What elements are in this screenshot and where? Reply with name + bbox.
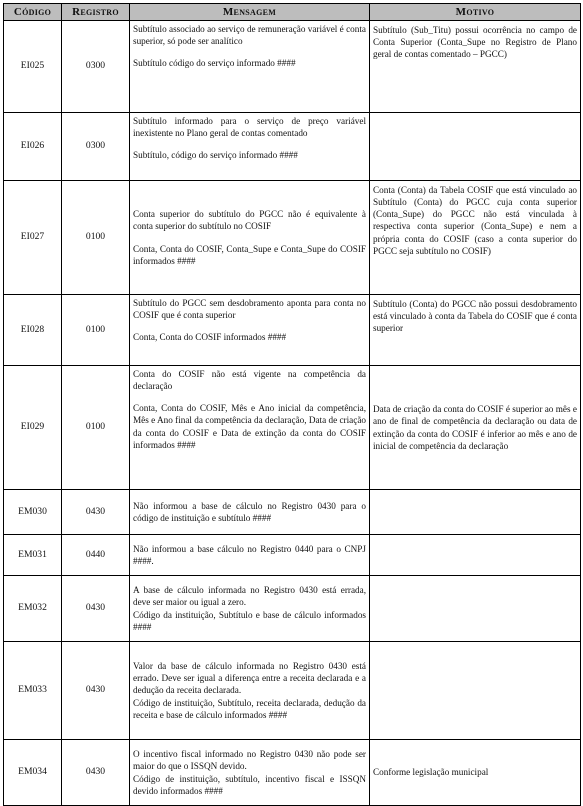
- cell-codigo: EM033: [4, 642, 62, 740]
- message-detail: Conta, Conta do COSIF, Mês e Ano inicial da competência, Mês e Ano final da competência da declaração, Data de criação da conta do COSIF e Data de extinção da conta do COSIF informados ####: [133, 403, 366, 450]
- cell-codigo: EM030: [4, 490, 62, 535]
- cell-mensagem: [130, 740, 370, 806]
- cell-motivo: Subtítulo (Conta) do PGCC não possui desdobramento está vinculado à conta da Tabela do COSIF que é conta superior: [370, 295, 581, 366]
- cell-mensagem: [130, 490, 370, 535]
- cell-registro: 0100: [62, 366, 130, 490]
- cell-codigo: EI026: [4, 113, 62, 181]
- cell-registro: 0300: [62, 21, 130, 113]
- message-text: Subtítulo associado ao serviço de remuneração variável é conta superior, só pode ser analítico: [133, 24, 366, 47]
- cell-codigo: EM034: [4, 740, 62, 806]
- cell-mensagem: [130, 295, 370, 366]
- message-detail: Subtítulo código do serviço informado ####: [133, 58, 296, 69]
- message-detail: Código da instituição, Subtítulo e base de cálculo informados ####: [133, 609, 366, 632]
- cell-registro: 0430: [62, 642, 130, 740]
- header-codigo: Código: [4, 4, 62, 21]
- error-codes-table: [3, 3, 581, 806]
- message-detail: Conta, Conta do COSIF, Conta_Supe e Conta_Supe do COSIF informados ####: [133, 243, 366, 266]
- cell-motivo: [370, 490, 581, 535]
- message-text: Não informou a base cálculo no Registro 0440 para o CNPJ ####.: [133, 543, 366, 566]
- table-row: [4, 535, 581, 576]
- cell-registro: 0430: [62, 576, 130, 642]
- cell-codigo: EM031: [4, 535, 62, 576]
- cell-mensagem: [130, 642, 370, 740]
- cell-registro: 0430: [62, 740, 130, 806]
- table-row: [4, 295, 581, 366]
- message-detail: Código de instituição, Subtítulo, receita declarada, dedução da receita e base de cálculo informados ####: [133, 697, 366, 720]
- message-text: Não informou a base de cálculo no Registro 0430 para o código de instituição e subtítulo ####: [133, 500, 366, 523]
- message-text: O incentivo fiscal informado no Registro 0430 não pode ser maior do que o ISSQN devido.: [133, 749, 366, 772]
- table-row: [4, 21, 581, 113]
- cell-mensagem: [130, 21, 370, 113]
- cell-motivo: [370, 113, 581, 181]
- cell-mensagem: [130, 535, 370, 576]
- message-text: Valor da base de cálculo informada no Registro 0430 está errado. Deve ser igual a diferença entre a receita declarada e a dedução da receita declarada.: [133, 661, 366, 696]
- cell-motivo: Data de criação da conta do COSIF é superior ao mês e ano de final de competência da declaração ou data de extinção da conta do COSIF é inferior ao mês e ano de inicial de competência da declaração: [370, 366, 581, 490]
- table-row: [4, 181, 581, 295]
- cell-codigo: EI025: [4, 21, 62, 113]
- cell-mensagem: [130, 181, 370, 295]
- cell-motivo: [370, 576, 581, 642]
- table-row: [4, 113, 581, 181]
- table-row: [4, 490, 581, 535]
- message-text: Conta superior do subtítulo do PGCC não é equivalente à conta superior do subtítulo no COSIF: [133, 209, 366, 232]
- table-row: [4, 642, 581, 740]
- cell-codigo: EI029: [4, 366, 62, 490]
- cell-mensagem: [130, 576, 370, 642]
- cell-motivo: Conta (Conta) da Tabela COSIF que está vinculado ao Subtítulo (Conta) do PGCC cuja conta superior (Conta_Supe) do PGCC não está vinculada à respectiva conta superior (Conta_Supe) e nem a própria conta do COSIF (caso a conta superior do PGCC seja subtítulo no COSIF): [370, 181, 581, 295]
- header-registro: Registro: [62, 4, 130, 21]
- message-detail: Subtítulo, código do serviço informado ####: [133, 150, 298, 161]
- table-header-row: [4, 4, 581, 21]
- message-detail: Conta, Conta do COSIF informados ####: [133, 332, 287, 343]
- cell-registro: 0430: [62, 490, 130, 535]
- cell-codigo: EI027: [4, 181, 62, 295]
- message-text: Conta do COSIF não está vigente na competência da declaração: [133, 369, 366, 392]
- message-text: A base de cálculo informada no Registro 0430 está errada, deve ser maior ou igual a zero.: [133, 585, 366, 608]
- cell-motivo: Subtítulo (Sub_Titu) possui ocorrência no campo de Conta Superior (Conta_Supe no Registro de Plano geral de contas comentado – PGCC): [370, 21, 581, 113]
- message-detail: Código de instituição, subtítulo, incentivo fiscal e ISSQN devido informados ####: [133, 773, 366, 796]
- table-row: [4, 740, 581, 806]
- cell-registro: 0100: [62, 295, 130, 366]
- cell-motivo: [370, 642, 581, 740]
- cell-codigo: EM032: [4, 576, 62, 642]
- cell-registro: 0100: [62, 181, 130, 295]
- cell-mensagem: [130, 366, 370, 490]
- cell-mensagem: [130, 113, 370, 181]
- cell-motivo: [370, 535, 581, 576]
- cell-registro: 0300: [62, 113, 130, 181]
- message-text: Subtítulo informado para o serviço de preço variável inexistente no Plano geral de contas comentado: [133, 116, 366, 139]
- table-row: [4, 576, 581, 642]
- cell-motivo: Conforme legislação municipal: [370, 740, 581, 806]
- header-mensagem: Mensagem: [130, 4, 370, 21]
- cell-codigo: EI028: [4, 295, 62, 366]
- table-row: [4, 366, 581, 490]
- message-text: Subtítulo do PGCC sem desdobramento aponta para conta no COSIF que é conta superior: [133, 298, 366, 321]
- cell-registro: 0440: [62, 535, 130, 576]
- header-motivo: Motivo: [370, 4, 581, 21]
